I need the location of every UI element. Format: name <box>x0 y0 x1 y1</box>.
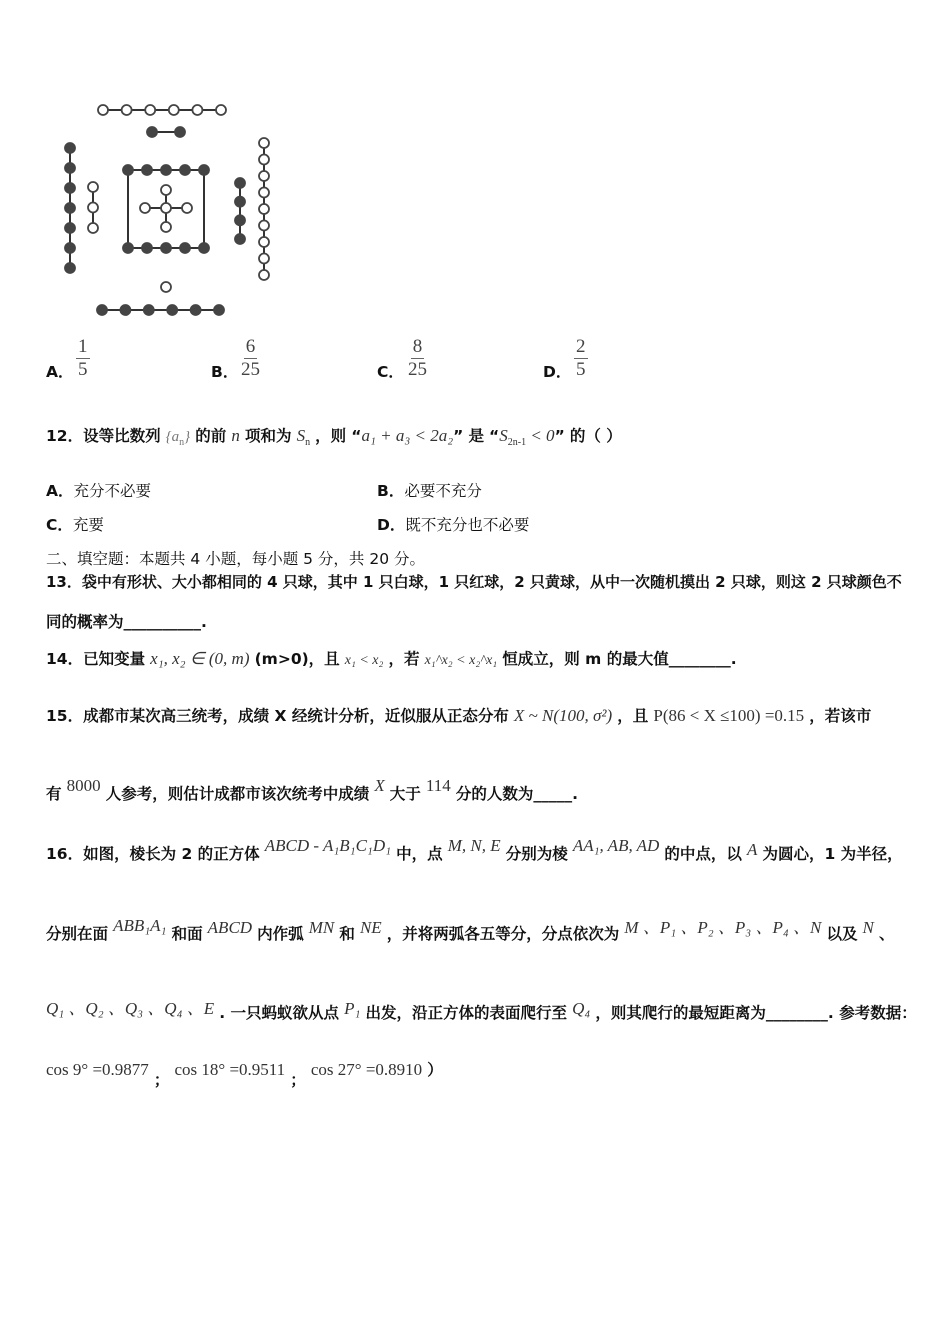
luoshu-dot-figure <box>50 95 290 325</box>
q15-text2: ，且 <box>617 707 649 725</box>
q12-text1: 的前 <box>195 427 227 445</box>
left-solid-dot <box>65 183 75 193</box>
q14-inequality: x₁^x₂ < x₂^x₁ <box>424 653 498 668</box>
top-hollow-dot <box>216 105 226 115</box>
q16-text5: 为圆心，1 为半径， <box>762 845 903 863</box>
q14-condition: x₁ < x₂ <box>344 653 384 668</box>
right-hollow-dot <box>259 155 269 165</box>
right-hollow-dot <box>259 254 269 264</box>
option-a-fraction <box>76 336 90 381</box>
top-hollow-dot <box>98 105 108 115</box>
top-hollow-dot <box>122 105 132 115</box>
left-solid-dot <box>65 223 75 233</box>
left-solid-dot <box>65 203 75 213</box>
q16-sep2: ； <box>290 1071 306 1089</box>
q16-text11: 以及 <box>826 925 858 943</box>
q15-114: 114 <box>425 776 451 795</box>
center-top-solid-dot <box>142 165 152 175</box>
option-d-letter: D． <box>543 363 572 381</box>
right-hollow-dot <box>259 171 269 181</box>
option-b-fraction <box>241 336 260 381</box>
center-top-solid-dot <box>199 165 209 175</box>
left-hollow-dot <box>88 182 98 192</box>
left-hollow-dot <box>88 203 98 213</box>
left-solid-dot <box>65 243 75 253</box>
option-d-denominator: 5 <box>576 359 586 380</box>
right-hollow-dot <box>259 270 269 280</box>
q16-text3: 分别为棱 <box>505 845 568 863</box>
center-bottom-solid-dot <box>161 243 171 253</box>
top-hollow-dot <box>192 105 202 115</box>
q15-x: X <box>374 776 385 795</box>
q16-p1: P₁ <box>344 999 361 1018</box>
center-top-solid-dot <box>180 165 190 175</box>
q16-text4: 的中点，以 <box>664 845 742 863</box>
bottom-solid-dot <box>144 305 154 315</box>
q16-text6: 分别在面 <box>46 925 109 943</box>
q15-text3: ，若该市 <box>809 707 872 725</box>
right-solid-dot <box>235 215 245 225</box>
top-solid-dot <box>147 127 157 137</box>
right-hollow-dot <box>259 237 269 247</box>
left-solid-dot <box>65 263 75 273</box>
q16-reference <box>46 1058 443 1090</box>
q16-face1: ABB₁A₁ <box>113 916 167 935</box>
q16-q4: Q₄ <box>572 999 591 1018</box>
q16-ref-cos27: cos 27° =0.8910 <box>310 1060 423 1079</box>
q16-close-paren: ） <box>427 1061 443 1079</box>
center-top-solid-dot <box>123 165 133 175</box>
option-b-letter: B． <box>211 363 239 381</box>
q16-arc1: MN <box>308 918 335 937</box>
right-hollow-dot <box>259 138 269 148</box>
q16-edges: AA₁, AB, AD <box>572 836 660 855</box>
q15-text7: 分的人数为_____. <box>455 785 579 803</box>
option-a-letter: A． <box>46 363 74 381</box>
right-hollow-dot <box>259 188 269 198</box>
q15-text6: 大于 <box>389 785 421 803</box>
q16-sep1: ； <box>153 1071 170 1089</box>
option-c-letter: C． <box>377 363 404 381</box>
q12-option-c: C．充要 <box>46 516 104 534</box>
q16-text8: 内作弧 <box>257 925 304 943</box>
option-b-numerator: 6 <box>245 336 256 357</box>
right-hollow-dot <box>259 204 269 214</box>
q15-text1: 15．成都市某次高三统考，成绩 X 经统计分析，近似服从正态分布 <box>46 707 509 725</box>
q12-stem: 12．设等比数列 $\{a_n\}$ 的前 n 项和为 $S_n$ ，则 “a₁ + a₃ < 2a₂” 是 “$S_{2n-1} < 0$” 的（ ） <box>46 426 622 448</box>
center-hollow-dot <box>161 222 171 232</box>
q12-option-a: A．充分不必要 <box>46 482 152 500</box>
q16-text10: ，并将两弧各五等分，分点依次为 <box>386 925 620 943</box>
left-hollow-dot <box>88 223 98 233</box>
center-hollow-dot <box>161 185 171 195</box>
bottom-solid-dot <box>191 305 201 315</box>
option-c-fraction <box>408 336 427 381</box>
right-solid-dot <box>235 178 245 188</box>
q16-points: M, N, E <box>447 836 501 855</box>
section-heading: 二、填空题：本题共 4 小题，每小题 5 分，共 20 分。 <box>46 550 426 568</box>
option-d-fraction <box>574 336 588 381</box>
q15-line2 <box>46 776 578 804</box>
q12-option-b: B．必要不充分 <box>377 482 482 500</box>
q16-face2: ABCD <box>207 918 253 937</box>
bottom-solid-dot <box>97 305 107 315</box>
q14-text4: 恒成立，则 m 的最大值________. <box>502 650 737 668</box>
q16-text14: 出发，沿正方体的表面爬行至 <box>365 1004 568 1022</box>
q13-line1: 13．袋中有形状、大小都相同的 4 只球，其中 1 只白球，1 只红球，2 只黄球，从中一次随机摸出 2 只球，则这 2 只球颜色不 <box>46 573 902 591</box>
bottom-solid-dot <box>214 305 224 315</box>
q15-distribution: X ~ N(100, σ²) <box>513 706 613 725</box>
center-bottom-solid-dot <box>123 243 133 253</box>
bottom-solid-dot <box>120 305 130 315</box>
option-b-denominator: 25 <box>241 359 260 380</box>
right-hollow-dot <box>259 221 269 231</box>
q14-text2: (m>0)，且 <box>254 650 340 668</box>
right-solid-dot <box>235 234 245 244</box>
q16-line3 <box>46 994 917 1023</box>
q15-probability: P(86 < X ≤100) =0.15 <box>653 706 805 725</box>
top-hollow-dot <box>169 105 179 115</box>
option-a-denominator: 5 <box>78 359 88 380</box>
option-a-numerator: 1 <box>78 336 88 357</box>
q14-stem <box>46 647 737 669</box>
bottom-hollow-dot <box>161 282 171 292</box>
q16-text15: ，则其爬行的最短距离为________. 参考数据： <box>595 1004 917 1022</box>
q12-option-d: D．既不充分也不必要 <box>377 516 530 534</box>
q16-ref-cos9: cos 9° =0.9877 <box>46 1060 149 1079</box>
center-hollow-dot <box>161 203 171 213</box>
q15-count: 8000 <box>66 776 101 795</box>
q16-text7: 和面 <box>171 925 203 943</box>
q16-p-list: M 、P₁ 、P₂ 、P₃ 、P₄ 、N <box>624 918 822 937</box>
q16-text12: 、 <box>878 925 895 943</box>
option-d-numerator: 2 <box>576 336 586 357</box>
q15-text5: 人参考，则估计成都市该次统考中成绩 <box>105 785 370 803</box>
q16-text1: 16．如图，棱长为 2 的正方体 <box>46 845 260 863</box>
q16-ref-cos18: cos 18° =0.9511 <box>174 1060 286 1079</box>
left-solid-dot <box>65 143 75 153</box>
center-bottom-solid-dot <box>180 243 190 253</box>
right-solid-dot <box>235 197 245 207</box>
left-solid-dot <box>65 163 75 173</box>
q12-sn: $S_n$ <box>296 426 311 448</box>
center-hollow-dot <box>140 203 150 213</box>
q12-seq: $\{a_n\}$ <box>165 429 191 448</box>
q16-line2 <box>46 913 895 944</box>
q12-text2: 项和为 <box>244 427 292 445</box>
q16-line1 <box>46 836 903 864</box>
center-top-solid-dot <box>161 165 171 175</box>
option-c-numerator: 8 <box>412 336 423 357</box>
option-c-denominator: 25 <box>408 359 427 380</box>
q12-text4: 是 <box>468 427 484 445</box>
q12-condition2: $S_{2n-1} < 0$ <box>499 426 555 448</box>
q12-number: 12．设等比数列 <box>46 427 161 445</box>
top-hollow-dot <box>145 105 155 115</box>
q16-text2: 中，点 <box>396 845 443 863</box>
center-hollow-dot <box>182 203 192 213</box>
q16-text9: 和 <box>339 925 355 943</box>
q14-vars: x₁, x₂ ∈ (0, m) <box>150 649 250 668</box>
q12-condition1: a₁ + a₃ < 2a₂ <box>361 426 454 445</box>
q16-n: N <box>862 918 874 937</box>
bottom-solid-dot <box>167 305 177 315</box>
q16-arc2: NE <box>359 918 382 937</box>
center-bottom-solid-dot <box>199 243 209 253</box>
top-solid-dot <box>175 127 185 137</box>
q16-q-list: Q₁ 、Q₂ 、Q₃ 、Q₄ 、E <box>46 999 215 1018</box>
q16-text13: . 一只蚂蚁欲从点 <box>219 1004 340 1022</box>
q12-text5: 的（ ） <box>569 427 622 445</box>
q16-cube: ABCD - A₁B₁C₁D₁ <box>264 836 392 855</box>
q15-text4: 有 <box>46 785 62 803</box>
q14-text3: ，若 <box>388 650 420 668</box>
q12-n: n <box>231 426 240 445</box>
q12-text3: ，则 <box>315 427 347 445</box>
q14-text1: 14．已知变量 <box>46 650 146 668</box>
q16-a: A <box>747 840 758 859</box>
q13-line2: 同的概率为__________. <box>46 613 207 631</box>
q15-line1 <box>46 704 871 726</box>
center-bottom-solid-dot <box>142 243 152 253</box>
